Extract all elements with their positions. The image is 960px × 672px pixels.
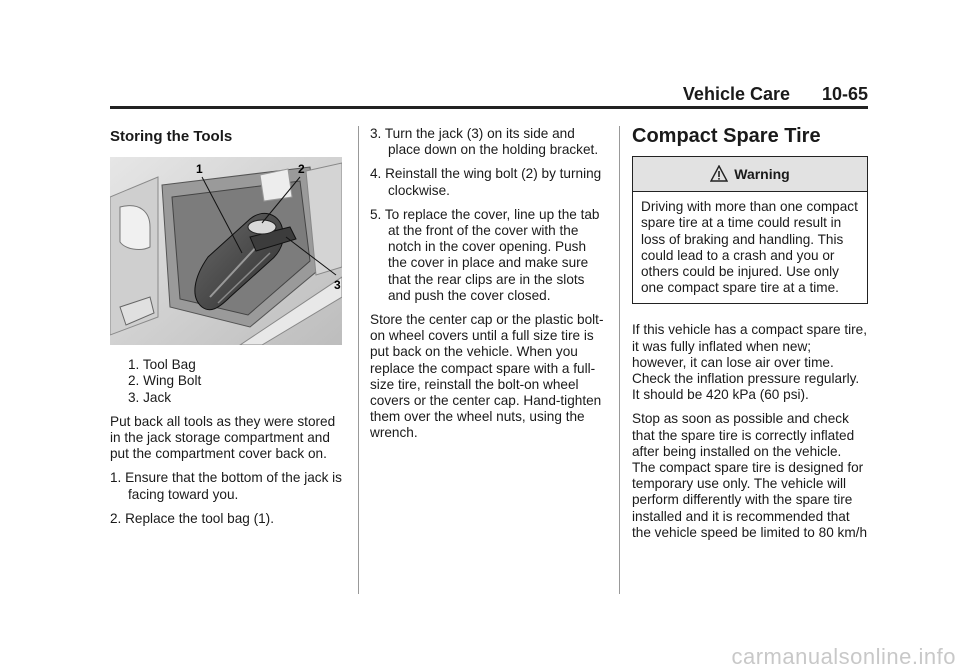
body-paragraph: Stop as soon as possible and check that the spare tire is correctly inflated after being installed on the vehicle. The compact spare tire is designed for temporary use only. The vehicle will perform differently with the spare tire installed and it is recommended that the vehicle speed be limited to 80 km/h — [632, 411, 868, 540]
page-header — [110, 84, 868, 109]
callout-2: 2 — [298, 162, 305, 177]
tool-storage-figure — [110, 157, 342, 345]
page-number: 10-65 — [821, 84, 868, 104]
column-left — [110, 126, 348, 535]
procedure-step: 2. Replace the tool bag (1). — [110, 510, 274, 526]
column-middle — [370, 126, 606, 450]
callout-3: 3 — [334, 278, 341, 293]
figure-legend — [128, 357, 348, 406]
column-divider — [619, 126, 620, 594]
section-title: Vehicle Care — [682, 84, 790, 104]
body-paragraph: If this vehicle has a compact spare tire, it was fully inflated when new; however, it can lose air over time. Check the inflation pressure regularly. It should be 420 kPa (60 psi). — [632, 322, 867, 403]
legend-item: 2. Wing Bolt — [128, 373, 202, 389]
body-paragraph: Put back all tools as they were stored in the jack storage compartment and put the compartment cover back on. — [110, 413, 336, 462]
section-heading: Storing the Tools — [110, 128, 233, 145]
watermark: carmanualsonline.info — [731, 644, 956, 669]
warning-icon — [710, 165, 728, 183]
procedure-step: 4. Reinstall the wing bolt (2) by turning clockwise. — [370, 166, 602, 198]
callout-1: 1 — [196, 162, 203, 177]
warning-title: Warning — [734, 166, 790, 183]
section-heading: Compact Spare Tire — [632, 125, 821, 147]
warning-header — [633, 157, 867, 192]
column-right — [632, 126, 868, 549]
warning-text: Driving with more than one compact spare tire at a time could result in loss of braking and handling. This could lead to a crash and you or others could be injured. Use only one compact spare tire at a time. — [641, 199, 858, 296]
tool-storage-illustration — [110, 157, 342, 345]
warning-box — [632, 156, 868, 304]
legend-item: 3. Jack — [128, 389, 172, 405]
body-paragraph: Store the center cap or the plastic bolt-on wheel covers until a full size tire is put back on the vehicle. When you replace the compact spare with a full-size tire, reinstall the bolt-on wheel covers or the center cap. Hand-tighten them over the wheel nuts, using the wrench. — [370, 312, 604, 441]
procedure-step: 1. Ensure that the bottom of the jack is facing toward you. — [110, 470, 342, 502]
procedure-step: 5. To replace the cover, line up the tab at the front of the cover with the notch in the cover opening. Push the cover in place and make sure that the rear clips are in the slots and push the cover closed. — [370, 206, 600, 303]
legend-item: 1. Tool Bag — [128, 357, 196, 373]
column-divider — [358, 126, 359, 594]
procedure-step: 3. Turn the jack (3) on its side and place down on the holding bracket. — [370, 126, 599, 158]
